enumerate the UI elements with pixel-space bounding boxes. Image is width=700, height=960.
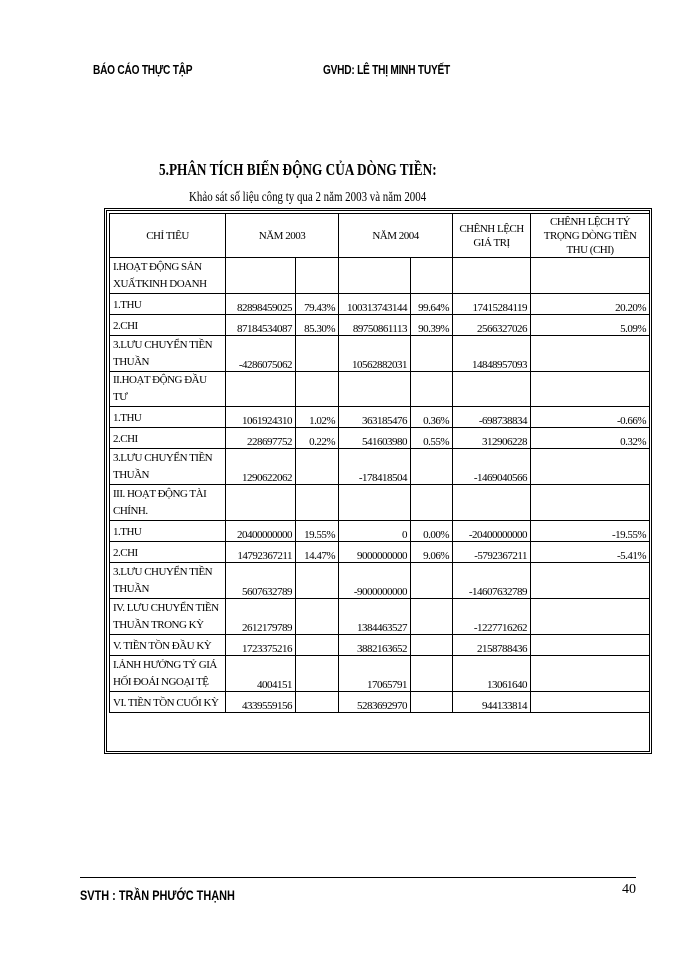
- value-difference: [453, 485, 531, 521]
- cash-flow-table-frame: [104, 208, 652, 754]
- table-row: [110, 294, 650, 315]
- value-2004: 0: [339, 521, 411, 542]
- value-2004: 5283692970: [339, 692, 411, 713]
- share-2003: [296, 336, 339, 372]
- value-difference: 944133814: [453, 692, 531, 713]
- share-2004: [411, 635, 453, 656]
- value-difference: -1469040566: [453, 449, 531, 485]
- share-2004: [411, 692, 453, 713]
- share-difference: [531, 336, 650, 372]
- value-2004: -178418504: [339, 449, 411, 485]
- row-label: 1.THU: [110, 407, 226, 428]
- share-2003: [296, 599, 339, 635]
- share-2003: 79.43%: [296, 294, 339, 315]
- value-2003: 1290622062: [226, 449, 296, 485]
- header-advisor: GVHD: LÊ THỊ MINH TUYẾT: [323, 62, 451, 77]
- table-body: [110, 258, 650, 713]
- value-2004: 89750861113: [339, 315, 411, 336]
- value-difference: [453, 258, 531, 294]
- row-label: 1.THU: [110, 521, 226, 542]
- share-difference: -5.41%: [531, 542, 650, 563]
- share-2003: [296, 258, 339, 294]
- share-difference: [531, 485, 650, 521]
- row-label: 2.CHI: [110, 315, 226, 336]
- row-label: VI. TIỀN TỒN CUỐI KỲ: [110, 692, 226, 713]
- share-2004: 0.36%: [411, 407, 453, 428]
- value-difference: 2566327026: [453, 315, 531, 336]
- page-number: 40: [622, 882, 636, 897]
- row-label: 2.CHI: [110, 428, 226, 449]
- cash-flow-table: [109, 213, 650, 713]
- row-label: 1.THU: [110, 294, 226, 315]
- value-2004: 1384463527: [339, 599, 411, 635]
- share-difference: [531, 449, 650, 485]
- value-2004: 10562882031: [339, 336, 411, 372]
- value-difference: 17415284119: [453, 294, 531, 315]
- value-difference: 13061640: [453, 656, 531, 692]
- table-row: [110, 521, 650, 542]
- table-row: [110, 485, 650, 521]
- row-label: III. HOẠT ĐỘNG TÀI CHÍNH.: [110, 485, 226, 521]
- value-2003: 87184534087: [226, 315, 296, 336]
- value-difference: -1227716262: [453, 599, 531, 635]
- value-2004: [339, 258, 411, 294]
- share-2003: 0.22%: [296, 428, 339, 449]
- value-2003: -4286075062: [226, 336, 296, 372]
- table-row: [110, 315, 650, 336]
- value-2003: [226, 485, 296, 521]
- share-2004: 99.64%: [411, 294, 453, 315]
- share-2003: 1.02%: [296, 407, 339, 428]
- header-report-title: BÁO CÁO THỰC TẬP: [93, 62, 193, 77]
- value-2003: [226, 258, 296, 294]
- value-2003: 1061924310: [226, 407, 296, 428]
- value-difference: -20400000000: [453, 521, 531, 542]
- value-2003: 1723375216: [226, 635, 296, 656]
- value-difference: -698738834: [453, 407, 531, 428]
- value-2003: 2612179789: [226, 599, 296, 635]
- share-2004: 0.55%: [411, 428, 453, 449]
- value-2004: -9000000000: [339, 563, 411, 599]
- share-2003: [296, 635, 339, 656]
- share-2003: 85.30%: [296, 315, 339, 336]
- row-label: I.ẢNH HƯỞNG TỶ GIÁ HỐI ĐOÁI NGOẠI TỆ: [110, 656, 226, 692]
- section-title: 5.PHÂN TÍCH BIẾN ĐỘNG CỦA DÒNG TIỀN:: [159, 160, 437, 179]
- share-difference: -0.66%: [531, 407, 650, 428]
- header-year-2003: NĂM 2003: [226, 214, 339, 258]
- header-item: CHỈ TIÊU: [110, 214, 226, 258]
- value-2004: [339, 372, 411, 407]
- table-row: [110, 449, 650, 485]
- header-value-difference: CHÊNH LỆCH GIÁ TRỊ: [453, 214, 531, 258]
- share-2003: 19.55%: [296, 521, 339, 542]
- value-difference: -5792367211: [453, 542, 531, 563]
- table-row: [110, 542, 650, 563]
- share-difference: [531, 599, 650, 635]
- value-difference: [453, 372, 531, 407]
- table-row: [110, 258, 650, 294]
- share-2003: [296, 485, 339, 521]
- share-2003: [296, 449, 339, 485]
- share-difference: [531, 656, 650, 692]
- table-caption: Khảo sát số liệu công ty qua 2 năm 2003 và năm 2004: [189, 190, 427, 205]
- table-row: [110, 563, 650, 599]
- row-label: V. TIỀN TỒN ĐẦU KỲ: [110, 635, 226, 656]
- table-row: [110, 336, 650, 372]
- value-2003: 4004151: [226, 656, 296, 692]
- row-label: IV. LƯU CHUYỂN TIỀN THUẦN TRONG KỲ: [110, 599, 226, 635]
- share-difference: [531, 258, 650, 294]
- share-2004: [411, 258, 453, 294]
- footer-student: SVTH : TRẦN PHƯỚC THẠNH: [80, 887, 235, 903]
- share-2004: [411, 563, 453, 599]
- share-2004: [411, 449, 453, 485]
- header-year-2004: NĂM 2004: [339, 214, 453, 258]
- value-2004: 541603980: [339, 428, 411, 449]
- share-2004: [411, 336, 453, 372]
- value-2003: 4339559156: [226, 692, 296, 713]
- share-difference: [531, 372, 650, 407]
- value-2003: [226, 372, 296, 407]
- share-difference: 0.32%: [531, 428, 650, 449]
- value-2003: 14792367211: [226, 542, 296, 563]
- table-row: [110, 599, 650, 635]
- value-2003: 228697752: [226, 428, 296, 449]
- footer-divider: [80, 877, 636, 878]
- value-difference: 312906228: [453, 428, 531, 449]
- share-difference: 5.09%: [531, 315, 650, 336]
- table-row: [110, 407, 650, 428]
- value-2004: 17065791: [339, 656, 411, 692]
- share-2003: [296, 563, 339, 599]
- share-2004: [411, 599, 453, 635]
- share-2004: 9.06%: [411, 542, 453, 563]
- value-difference: -14607632789: [453, 563, 531, 599]
- row-label: 3.LƯU CHUYỂN TIỀN THUẦN: [110, 563, 226, 599]
- share-2003: [296, 656, 339, 692]
- table-row: [110, 692, 650, 713]
- share-2004: [411, 485, 453, 521]
- share-2004: 0.00%: [411, 521, 453, 542]
- share-difference: [531, 635, 650, 656]
- value-2003: 20400000000: [226, 521, 296, 542]
- share-2004: [411, 656, 453, 692]
- share-2003: [296, 372, 339, 407]
- row-label: 3.LƯU CHUYỂN TIỀN THUẦN: [110, 336, 226, 372]
- table-row: [110, 656, 650, 692]
- share-2004: 90.39%: [411, 315, 453, 336]
- table-row: [110, 372, 650, 407]
- row-label: 2.CHI: [110, 542, 226, 563]
- share-2004: [411, 372, 453, 407]
- value-2004: 363185476: [339, 407, 411, 428]
- share-2003: [296, 692, 339, 713]
- value-2004: [339, 485, 411, 521]
- share-difference: 20.20%: [531, 294, 650, 315]
- row-label: 3.LƯU CHUYỂN TIỀN THUẦN: [110, 449, 226, 485]
- row-label: II.HOẠT ĐỘNG ĐẦU TƯ: [110, 372, 226, 407]
- share-difference: [531, 692, 650, 713]
- value-2004: 3882163652: [339, 635, 411, 656]
- header-share-difference: CHÊNH LỆCH TỶ TRỌNG DÒNG TIỀN THU (CHI): [531, 214, 650, 258]
- value-difference: 2158788436: [453, 635, 531, 656]
- share-difference: -19.55%: [531, 521, 650, 542]
- value-2003: 82898459025: [226, 294, 296, 315]
- row-label: I.HOẠT ĐỘNG SẢN XUẤTKINH DOANH: [110, 258, 226, 294]
- value-2004: 9000000000: [339, 542, 411, 563]
- value-2003: 5607632789: [226, 563, 296, 599]
- table-row: [110, 428, 650, 449]
- value-2004: 100313743144: [339, 294, 411, 315]
- share-difference: [531, 563, 650, 599]
- table-row: [110, 635, 650, 656]
- value-difference: 14848957093: [453, 336, 531, 372]
- share-2003: 14.47%: [296, 542, 339, 563]
